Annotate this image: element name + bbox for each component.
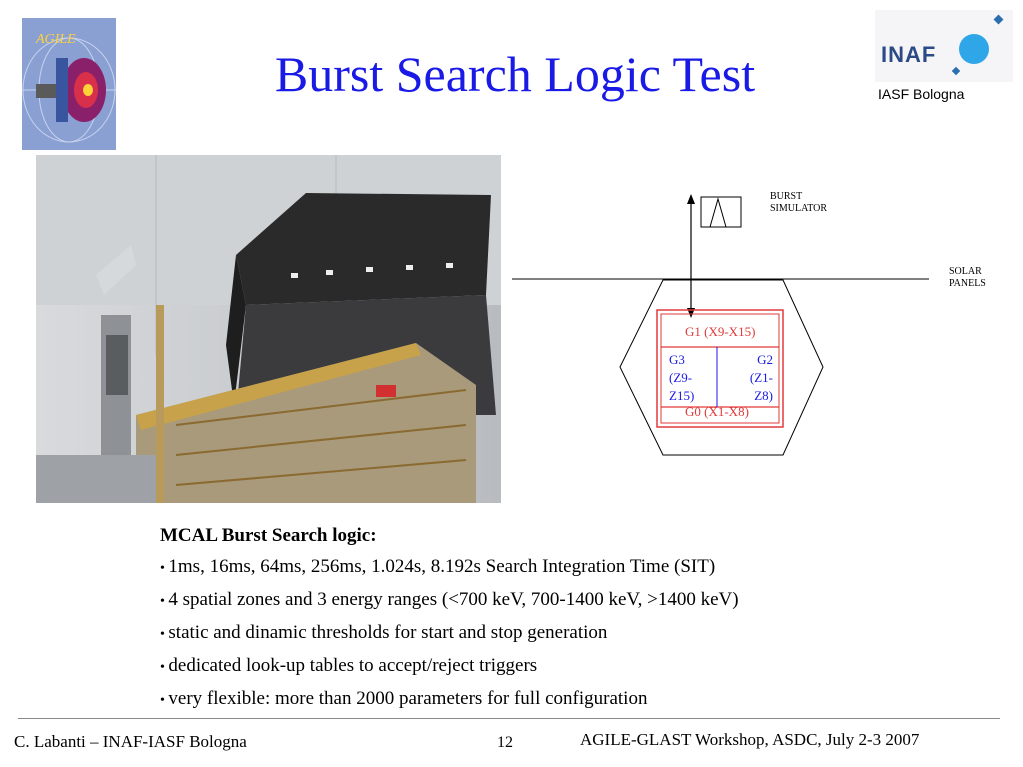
g0-label: G0 (X1-X8) <box>685 404 749 419</box>
g2-label-line: (Z1- <box>749 370 773 385</box>
satellite-hexagon <box>620 280 823 455</box>
inaf-diamond-icon <box>952 67 960 75</box>
logic-heading: MCAL Burst Search logic: <box>160 525 377 546</box>
burst-simulator-label-line: BURST <box>770 191 803 202</box>
inaf-diamond-icon <box>994 15 1004 25</box>
burst-simulator-label-line: SIMULATOR <box>770 203 828 214</box>
footer-divider <box>18 718 1000 719</box>
solar-panels-label <box>949 266 986 290</box>
logic-bullet: • very flexible: more than 2000 parameters for full configuration <box>160 683 940 716</box>
g1-label: G1 (X9-X15) <box>685 324 756 339</box>
arrow-up-icon <box>687 194 695 204</box>
g2-label-line: Z8) <box>754 388 773 403</box>
burst-simulator-box <box>701 197 741 227</box>
burst-test-diagram <box>505 185 1015 470</box>
g3-label-line: G3 <box>669 352 685 367</box>
logic-bullet: • 1ms, 16ms, 64ms, 256ms, 1.024s, 8.192s Search Integration Time (SIT) <box>160 551 940 584</box>
burst-simulator-label <box>770 191 827 215</box>
g2-label-line: G2 <box>757 352 773 367</box>
page-number: 12 <box>497 734 513 751</box>
logic-bullet: • dedicated look-up tables to accept/reject triggers <box>160 650 940 683</box>
agile-logo-text: AGILE <box>36 32 76 47</box>
g2-label <box>733 351 773 405</box>
logic-bullet: • static and dinamic thresholds for start and stop generation <box>160 617 940 650</box>
burst-logic-list <box>160 520 940 716</box>
inaf-circle-icon <box>959 34 989 64</box>
g3-label-line: (Z9- <box>669 370 693 385</box>
g3-label <box>669 351 694 405</box>
solar-panels-label-line: PANELS <box>949 278 986 289</box>
satellite-photo-drawing <box>36 155 501 503</box>
affiliation-label: IASF Bologna <box>878 86 965 102</box>
agile-logo <box>22 18 116 150</box>
solar-panels-label-line: SOLAR <box>949 266 982 277</box>
footer-event: AGILE-GLAST Workshop, ASDC, July 2-3 2007 <box>580 730 920 749</box>
satellite-photo <box>36 155 501 503</box>
inaf-logo <box>875 10 1013 82</box>
diagram-drawing <box>505 185 1015 470</box>
inaf-logo-text: INAF <box>881 42 937 67</box>
footer-author: C. Labanti – INAF-IASF Bologna <box>14 732 247 751</box>
slide-title: Burst Search Logic Test <box>274 46 756 102</box>
logic-bullet: • 4 spatial zones and 3 energy ranges (<700 keV, 700-1400 keV, >1400 keV) <box>160 584 940 617</box>
g3-label-line: Z15) <box>669 388 695 403</box>
